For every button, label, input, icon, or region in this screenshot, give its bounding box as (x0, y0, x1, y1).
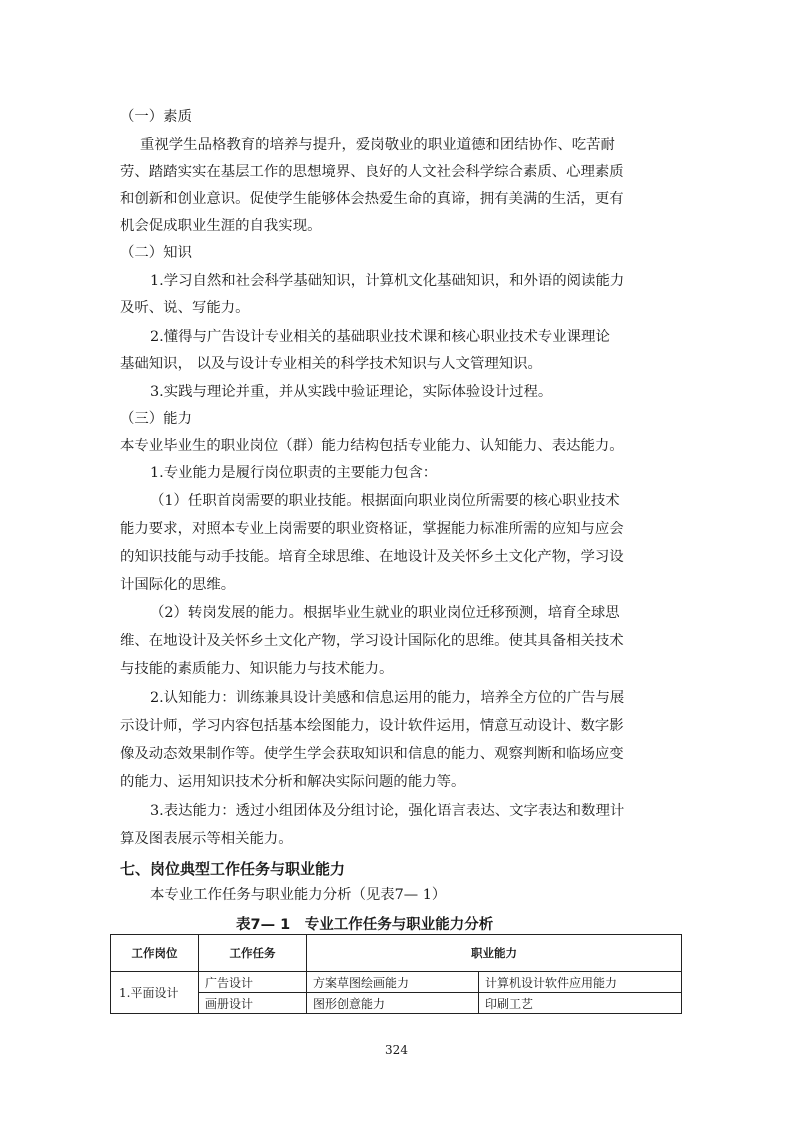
paragraph-line: 3.实践与理论并重，并从实践中验证理论，实际体验设计过程。 (150, 384, 553, 400)
page-number: 324 (385, 1043, 408, 1057)
header-ability: 职业能力 (307, 935, 682, 972)
cell-ability: 计算机设计软件应用能力 (479, 972, 682, 993)
paragraph-line: 基础知识， 以及与设计专业相关的科学技术知识与人文管理知识。 (120, 356, 542, 372)
subheading-ability: （三）能力 (120, 411, 192, 427)
paragraph-line: 的知识技能与动手技能。培育全球思维、在地设计及关怀乡土文化产物，学习设 (120, 549, 624, 565)
paragraph-line: 1.学习自然和社会科学基础知识，计算机文化基础知识，和外语的阅读能力 (150, 273, 625, 289)
paragraph-line: 1.专业能力是履行岗位职责的主要能力包含： (150, 465, 438, 481)
paragraph-line: 示设计师，学习内容包括基本绘图能力，设计软件运用，情意互动设计、数字影 (120, 718, 624, 734)
paragraph-line: 像及动态效果制作等。使学生学会获取知识和信息的能力、观察判断和临场应变 (120, 746, 624, 762)
paragraph-line: 2.认知能力：训练兼具设计美感和信息运用的能力，培养全方位的广告与展 (150, 690, 625, 706)
paragraph-line: 劳、踏踏实实在基层工作的思想境界、良好的人文社会科学综合素质、心理素质 (120, 164, 624, 180)
header-task: 工作任务 (199, 935, 307, 972)
paragraph-line: 和创新和创业意识。促使学生能够体会热爱生命的真谛，拥有美满的生活，更有 (120, 191, 624, 207)
paragraph-line: （1）任职首岗需要的职业技能。根据面向职业岗位所需要的核心职业技术 (150, 493, 620, 509)
paragraph-line: （2）转岗发展的能力。根据毕业生就业的职业岗位迁移预测，培育全球思 (150, 605, 620, 621)
table-row (111, 972, 682, 993)
paragraph-line: 机会促成职业生涯的自我实现。 (120, 218, 322, 234)
cell-ability: 方案草图绘画能力 (307, 972, 479, 993)
table-header-row (111, 935, 682, 972)
paragraph-line: 及听、说、写能力。 (120, 300, 250, 316)
paragraph-line: 能力要求，对照本专业上岗需要的职业资格证，掌握能力标准所需的应知与应会 (120, 521, 624, 537)
header-position: 工作岗位 (111, 935, 199, 972)
cell-ability: 图形创意能力 (307, 993, 479, 1014)
paragraph-line: 本专业毕业生的职业岗位（群）能力结构包括专业能力、认知能力、表达能力。 (120, 438, 624, 454)
cell-position: 1.平面设计 (111, 972, 199, 1014)
section-intro: 本专业工作任务与职业能力分析（见表7— 1） (150, 887, 447, 903)
paragraph-line: 与技能的素质能力、知识能力与技术能力。 (120, 661, 394, 677)
paragraph-line: 维、在地设计及关怀乡土文化产物，学习设计国际化的思维。使其具备相关技术 (120, 633, 624, 649)
cell-task: 画册设计 (199, 993, 307, 1014)
ability-table (110, 934, 682, 1014)
paragraph-line: 2.懂得与广告设计专业相关的基础职业技术课和核心职业技术专业课理论 (150, 329, 610, 345)
paragraph-line: 计国际化的思维。 (120, 577, 236, 593)
table-caption: 表7— 1 专业工作任务与职业能力分析 (236, 917, 494, 933)
paragraph-line: 的能力、运用知识技术分析和解决实际问题的能力等。 (120, 774, 466, 790)
subheading-quality: （一）素质 (120, 109, 192, 125)
section-heading: 七、岗位典型工作任务与职业能力 (120, 860, 346, 878)
cell-ability: 印刷工艺 (479, 993, 682, 1014)
paragraph-line: 重视学生品格教育的培养与提升，爱岗敬业的职业道德和团结协作、吃苦耐 (140, 137, 615, 153)
paragraph-line: 3.表达能力：透过小组团体及分组讨论，强化语言表达、文字表达和数理计 (150, 803, 625, 819)
paragraph-line: 算及图表展示等相关能力。 (120, 831, 293, 847)
subheading-knowledge: （二）知识 (120, 245, 192, 261)
cell-task: 广告设计 (199, 972, 307, 993)
